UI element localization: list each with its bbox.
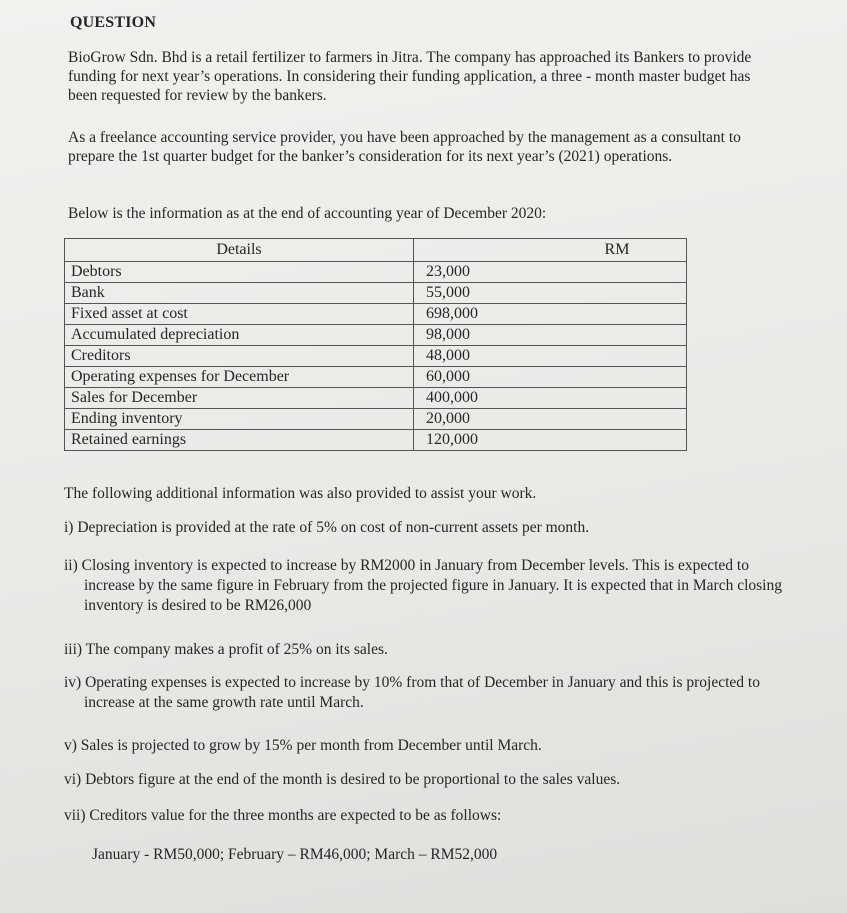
question-heading: QUESTION bbox=[70, 14, 157, 31]
table-header-row bbox=[65, 239, 687, 262]
additional-info-intro: The following additional information was also provided to assist your work. bbox=[64, 485, 537, 502]
row-label: Sales for December bbox=[65, 388, 414, 409]
note-debtors: vi) Debtors figure at the end of the month is desired to be proportional to the sales values. bbox=[64, 771, 621, 788]
financial-table bbox=[64, 238, 687, 451]
row-value: 55,000 bbox=[414, 283, 687, 304]
table-row bbox=[65, 409, 687, 430]
header-details: Details bbox=[65, 239, 414, 262]
table-row bbox=[65, 262, 687, 283]
row-value: 48,000 bbox=[414, 346, 687, 367]
row-label: Fixed asset at cost bbox=[65, 304, 414, 325]
table-row bbox=[65, 325, 687, 346]
creditors-values: January - RM50,000; February – RM46,000; March – RM52,000 bbox=[92, 846, 498, 863]
row-label: Retained earnings bbox=[65, 430, 414, 451]
row-value: 98,000 bbox=[414, 325, 687, 346]
table-intro: Below is the information as at the end of accounting year of December 2020: bbox=[68, 205, 547, 222]
row-label: Accumulated depreciation bbox=[65, 325, 414, 346]
table-row bbox=[65, 346, 687, 367]
row-value: 120,000 bbox=[414, 430, 687, 451]
consultant-paragraph: As a freelance accounting service provider, you have been approached by the management as a consultant to prepare the 1st quarter budget for the banker’s consideration for its next year’s (2021) operations. bbox=[68, 129, 741, 165]
row-label: Ending inventory bbox=[65, 409, 414, 430]
row-label: Bank bbox=[65, 283, 414, 304]
row-label: Creditors bbox=[65, 346, 414, 367]
note-operating-expenses: iv) Operating expenses is expected to increase by 10% from that of December in January and this is projected to increase at the same growth rate until March. bbox=[64, 674, 760, 711]
row-value: 400,000 bbox=[414, 388, 687, 409]
row-label: Operating expenses for December bbox=[65, 367, 414, 388]
table-row bbox=[65, 430, 687, 451]
table-row bbox=[65, 367, 687, 388]
row-value: 698,000 bbox=[414, 304, 687, 325]
note-sales: v) Sales is projected to grow by 15% per month from December until March. bbox=[64, 737, 542, 754]
row-value: 23,000 bbox=[414, 262, 687, 283]
note-depreciation: i) Depreciation is provided at the rate of 5% on cost of non-current assets per month. bbox=[64, 519, 590, 536]
note-creditors: vii) Creditors value for the three months are expected to be as follows: bbox=[64, 807, 502, 824]
table-row bbox=[65, 388, 687, 409]
row-value: 60,000 bbox=[414, 367, 687, 388]
header-rm: RM bbox=[414, 239, 687, 262]
note-inventory: ii) Closing inventory is expected to increase by RM2000 in January from December levels. This is expected to increase by the same figure in February from the projected figure in January. It is expected that in March closing inventory is desired to be RM26,000 bbox=[64, 557, 782, 614]
row-label: Debtors bbox=[65, 262, 414, 283]
table-row bbox=[65, 304, 687, 325]
row-value: 20,000 bbox=[414, 409, 687, 430]
intro-paragraph: BioGrow Sdn. Bhd is a retail fertilizer to farmers in Jitra. The company has approached its Bankers to provide funding for next year’s operations. In considering their funding application, a three - month master budget has been requested for review by the bankers. bbox=[68, 49, 752, 104]
table-row bbox=[65, 283, 687, 304]
note-profit: iii) The company makes a profit of 25% on its sales. bbox=[64, 641, 388, 658]
